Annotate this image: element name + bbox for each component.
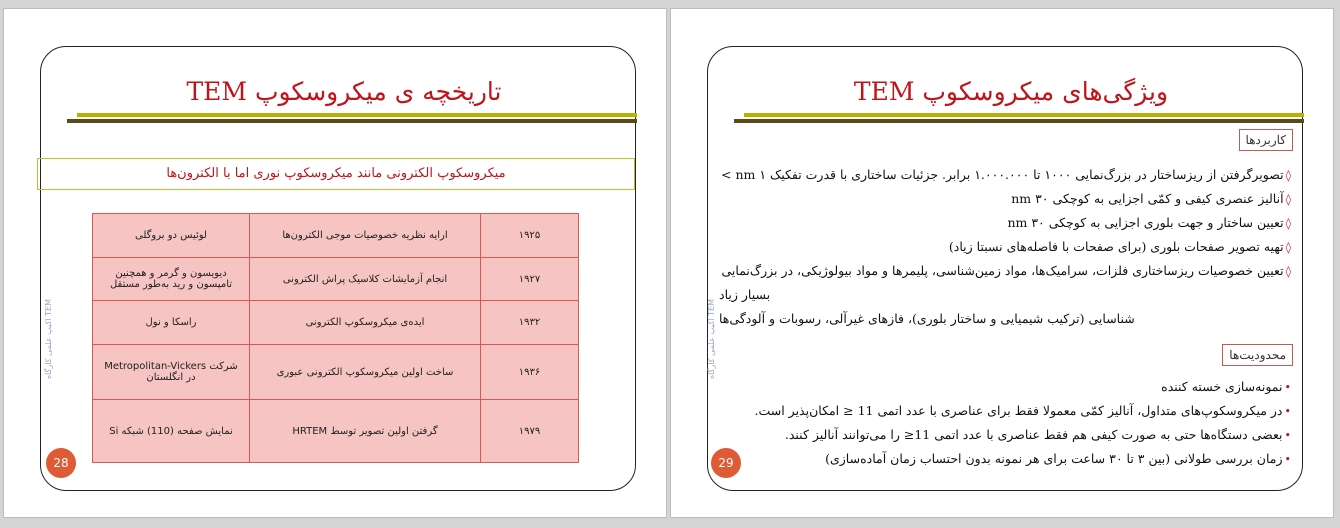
title-underline-dark	[734, 119, 1304, 123]
list-item: شناسایی (ترکیب شیمیایی و ساختار بلوری)، فازهای غیرآلی، رسوبات و آلودگی‌ها	[719, 311, 1135, 326]
table-cell: ارایه نظریه خصوصیات موجی الکترون‌ها	[250, 214, 481, 258]
list-item: •در میکروسکوپ‌های متداول، آنالیز کمّی معمولا فقط برای عناصری با عدد اتمی 11 ≤ امکان‌پذیر است.	[754, 403, 1291, 418]
list-item: •بعضی دستگاه‌ها حتی به صورت کیفی هم فقط عناصری با عدد اتمی 11≤ را می‌توانند آنالیز کنند.	[784, 427, 1291, 442]
list-item: •زمان بررسی طولانی (بین ۳ تا ۳۰ ساعت برای هر نمونه بدون احتساب زمان آماده‌سازی)	[825, 451, 1291, 466]
bullet-icon: ◊	[1285, 265, 1291, 278]
table-cell: لوئیس دو بروگلی	[93, 214, 250, 258]
list-item: •نمونه‌سازی خسته کننده	[1161, 379, 1291, 394]
title-underline	[744, 113, 1304, 117]
table-cell: ۱۹۷۹	[481, 400, 579, 463]
table-cell: ۱۹۳۲	[481, 301, 579, 345]
bullet-icon: ◊	[1285, 217, 1291, 230]
page-number-badge: 29	[711, 448, 741, 478]
list-item: ◊آنالیز عنصری کیفی و کمّی اجزایی به کوچکی ۳۰ nm	[1011, 191, 1291, 206]
table-cell: ۱۹۲۵	[481, 214, 579, 258]
bullet-icon: •	[1284, 453, 1291, 466]
page-number-badge: 28	[46, 448, 76, 478]
slide-title: تاریخچه ی میکروسکوپ TEM	[186, 77, 502, 106]
bullet-icon: ◊	[1285, 193, 1291, 206]
slide-29	[670, 8, 1334, 518]
table-row	[93, 301, 579, 345]
list-item: ◊تعیین ساختار و جهت بلوری اجزایی به کوچکی ۳۰ nm	[1007, 215, 1291, 230]
table-cell: گرفتن اولین تصویر توسط HRTEM	[250, 400, 481, 463]
list-item-continuation: بسیار زیاد	[719, 287, 771, 302]
list-item: ◊تصویرگرفتن از ریزساختار در بزرگ‌نمایی ۱۰۰۰ تا ۱.۰۰۰.۰۰۰ برابر. جزئیات ساختاری با قدرت تفکیک ۱ nm >	[720, 167, 1291, 182]
bullet-icon: •	[1284, 429, 1291, 442]
sidebar-text: اکیپ علمی کارگاه TEM	[707, 299, 716, 380]
table-cell: انجام آزمایشات کلاسیک پراش الکترونی	[250, 258, 481, 301]
table-cell: ایده‌ی میکروسکوپ الکترونی	[250, 301, 481, 345]
bullet-icon: ◊	[1285, 241, 1291, 254]
table-row	[93, 214, 579, 258]
title-underline-dark	[67, 119, 637, 123]
table-cell: راسکا و نول	[93, 301, 250, 345]
bullet-icon: •	[1284, 405, 1291, 418]
table-cell: نمایش صفحه (110) شبکه Si	[93, 400, 250, 463]
table-row	[93, 345, 579, 400]
table-row	[93, 258, 579, 301]
slide-title: ویژگی‌های میکروسکوپ TEM	[853, 77, 1169, 106]
bullet-icon: •	[1284, 381, 1291, 394]
table-row	[93, 400, 579, 463]
bullet-icon: ◊	[1285, 169, 1291, 182]
limitations-heading: محدودیت‌ها	[1222, 344, 1293, 366]
list-item: ◊تعیین خصوصیات ریزساختاری فلزات، سرامیک‌ها، مواد زمین‌شناسی، پلیمرها و مواد بیولوژیکی، در بزرگ‌نمایی	[721, 263, 1291, 278]
subtitle-banner: میکروسکوپ الکترونی مانند میکروسکوپ نوری اما با الکترون‌ها	[37, 158, 635, 190]
sidebar-text: اکیپ علمی کارگاه TEM	[44, 299, 53, 380]
list-item: ◊تهیه تصویر صفحات بلوری (برای صفحات با فاصله‌های نسبتا زیاد)	[948, 239, 1291, 254]
slide-28	[3, 8, 667, 518]
table-cell: ساخت اولین میکروسکوپ الکترونی عبوری	[250, 345, 481, 400]
title-underline	[77, 113, 637, 117]
table-cell: ۱۹۳۶	[481, 345, 579, 400]
history-table	[92, 213, 579, 463]
table-cell: شرکت Metropolitan-Vickers در انگلستان	[93, 345, 250, 400]
applications-heading: کاربردها	[1239, 129, 1293, 151]
table-cell: ۱۹۲۷	[481, 258, 579, 301]
table-cell: دیویسون و گرمر و همچنین تامپسون و رید به‌طور مستقل	[93, 258, 250, 301]
